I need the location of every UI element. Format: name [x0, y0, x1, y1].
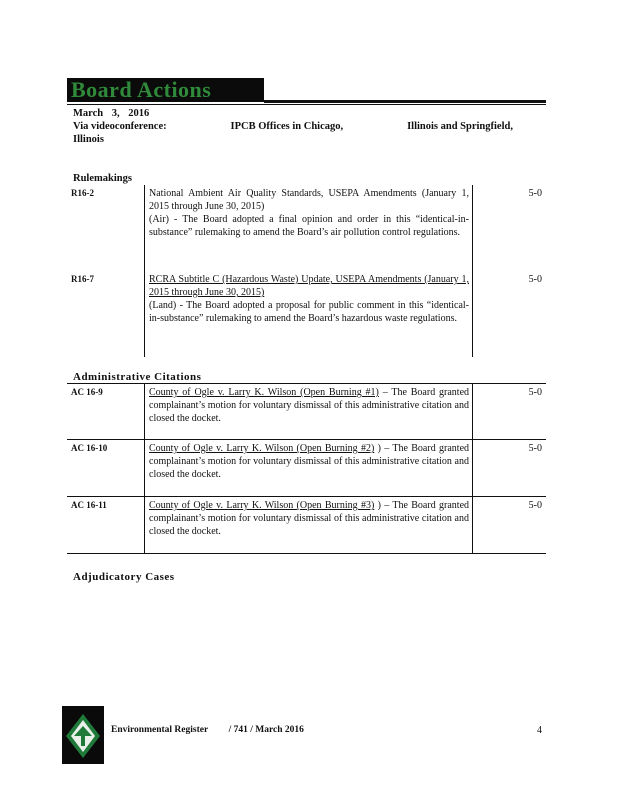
action-description: [145, 440, 473, 497]
via-label: Via videoconference:: [73, 121, 167, 132]
table-row: [67, 271, 546, 357]
action-description: [145, 497, 473, 554]
case-name: County of Ogle v. Larry K. Wilson (Open Burning #1): [149, 387, 379, 398]
vote-count: 5-0: [528, 188, 542, 199]
issue-info: / 741 / March 2016: [228, 725, 304, 735]
rulemakings-table: [67, 185, 546, 357]
action-description: [145, 384, 473, 440]
case-name: County of Ogle v. Larry K. Wilson (Open Burning #2): [149, 443, 375, 454]
board-actions-banner: Board Actions: [67, 78, 264, 102]
table-row: [67, 384, 546, 440]
admin-citations-table: [67, 383, 546, 554]
docket-number: AC 16-10: [67, 440, 145, 497]
publication-name: Environmental Register: [111, 725, 209, 735]
action-description: [145, 185, 473, 271]
page-footer: [62, 706, 548, 764]
banner-rule-thin: [67, 104, 546, 105]
table-row: [67, 497, 546, 554]
adjudicatory-cases-heading: Adjudicatory Cases: [73, 571, 175, 583]
rulemakings-heading: Rulemakings: [73, 173, 132, 184]
environmental-register-logo-icon: [62, 706, 104, 764]
action-body: (Land) - The Board adopted a proposal for public comment in this “identical-in-substance” rulemaking to amend the Board’s hazardous waste regulations.: [149, 300, 469, 324]
action-title: RCRA Subtitle C (Hazardous Waste) Update, USEPA Amendments (January 1, 2015 through June 30, 2015): [149, 274, 469, 298]
location-state: Illinois: [73, 134, 104, 145]
footer-publication: [111, 725, 322, 735]
docket-number: AC 16-11: [67, 497, 145, 554]
page-number: 4: [537, 725, 542, 736]
docket-number: AC 16-9: [67, 384, 145, 440]
docket-number: R16-2: [67, 185, 145, 271]
vote-count: 5-0: [473, 384, 547, 440]
action-body: (Air) - The Board adopted a final opinion and order in this “identical-in-substance” rulemaking to amend the Board’s air pollution control regulations.: [149, 214, 469, 238]
table-row: [67, 440, 546, 497]
case-name: County of Ogle v. Larry K. Wilson (Open Burning #3): [149, 500, 375, 511]
banner-rule: [264, 100, 546, 103]
administrative-citations-heading: Administrative Citations: [73, 371, 202, 383]
action-title: National Ambient Air Quality Standards, USEPA Amendments (January 1, 2015 through June 30, 2015): [149, 188, 469, 212]
vote-count: 5-0: [473, 497, 547, 554]
meeting-date: March 3, 2016: [73, 108, 150, 119]
action-body: – The Board granted complainant’s motion for voluntary dismissal of this administrative citation and closed the docket.: [149, 387, 470, 424]
vote-count: 5-0: [473, 440, 547, 497]
action-description: [145, 271, 473, 357]
location-chicago: IPCB Offices in Chicago,: [230, 121, 344, 132]
location-springfield: Illinois and Springfield,: [407, 121, 513, 132]
vote-count: 5-0: [528, 274, 542, 285]
meeting-location-row: [73, 120, 513, 133]
action-body: ) – The Board granted complainant’s motion for voluntary dismissal of this administrative citation and closed the docket.: [149, 443, 470, 480]
docket-number: R16-7: [67, 271, 145, 357]
table-row: [67, 185, 546, 271]
meeting-info: [73, 107, 513, 146]
action-body: ) – The Board granted complainant’s motion for voluntary dismissal of this administrative citation and closed the docket.: [149, 500, 470, 537]
